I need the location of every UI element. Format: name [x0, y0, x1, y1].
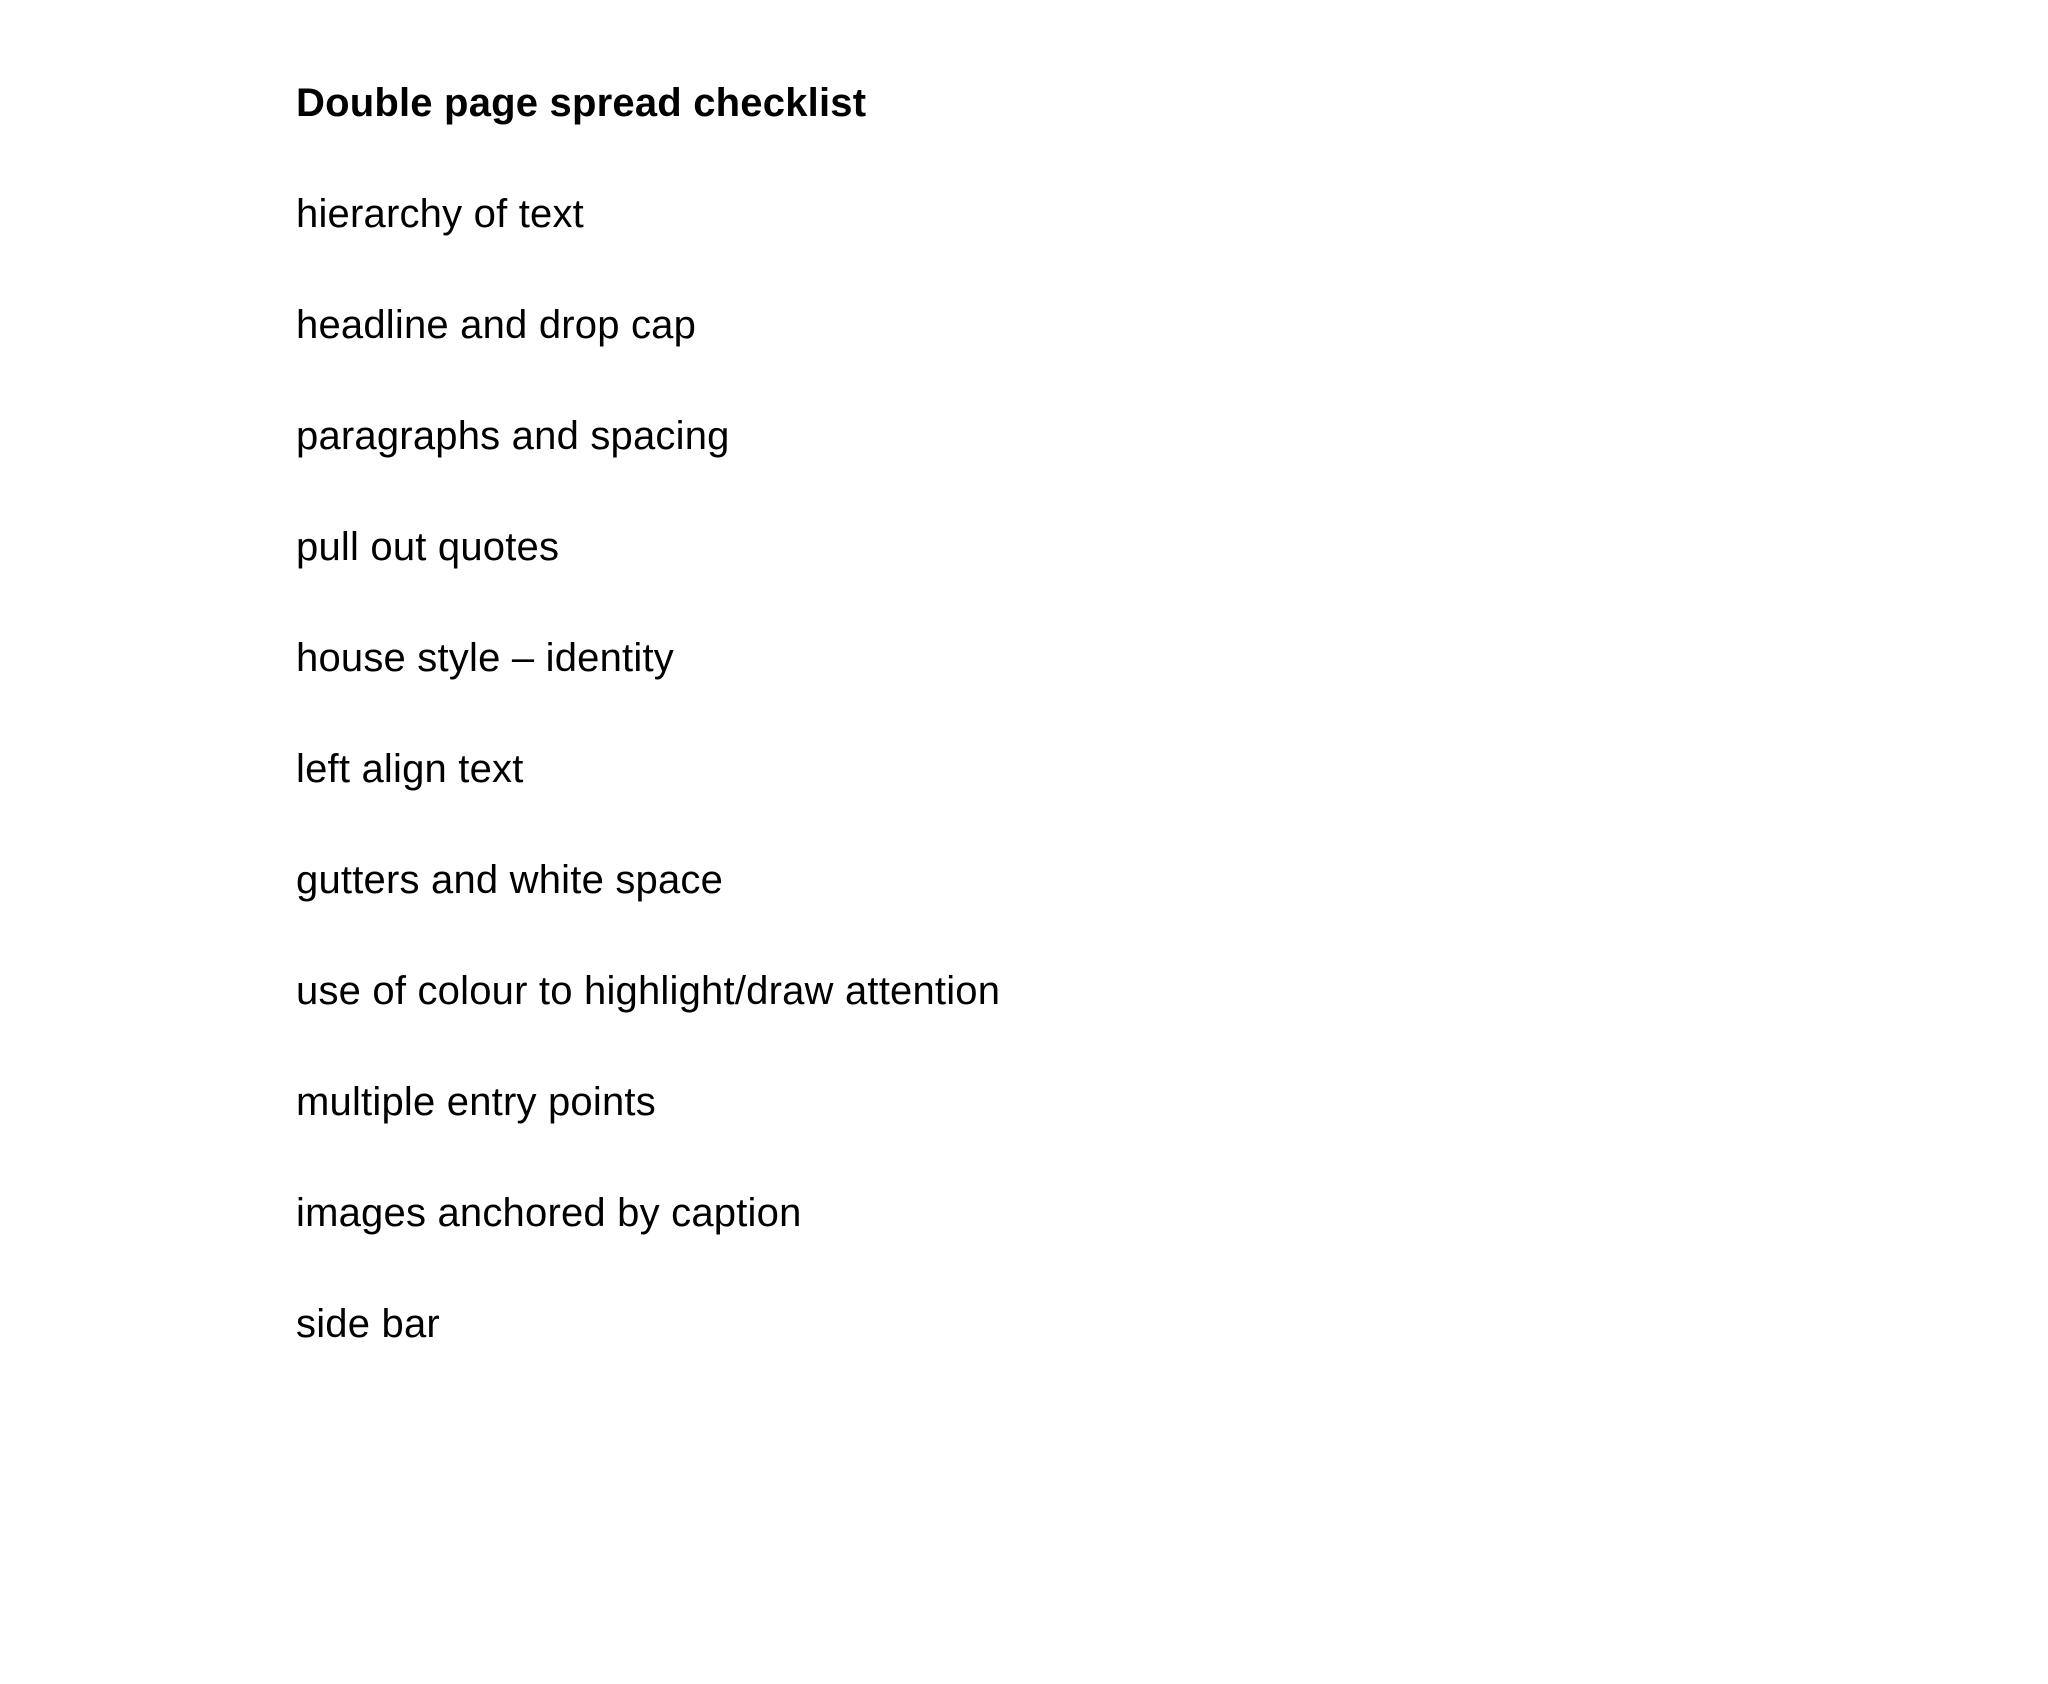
checklist-item: hierarchy of text	[296, 192, 584, 236]
checklist-item: headline and drop cap	[296, 303, 697, 347]
document-content	[296, 78, 1796, 1349]
checklist-item: multiple entry points	[296, 1080, 656, 1124]
checklist	[296, 189, 1796, 1349]
checklist-item: left align text	[296, 747, 524, 791]
checklist-item: side bar	[296, 1302, 440, 1346]
checklist-item: paragraphs and spacing	[296, 414, 730, 458]
document-title: Double page spread checklist	[296, 81, 867, 125]
checklist-item: images anchored by caption	[296, 1191, 802, 1235]
checklist-item: pull out quotes	[296, 525, 560, 569]
checklist-item: gutters and white space	[296, 858, 724, 902]
checklist-item: use of colour to highlight/draw attention	[296, 969, 1001, 1013]
checklist-item: house style – identity	[296, 636, 674, 680]
